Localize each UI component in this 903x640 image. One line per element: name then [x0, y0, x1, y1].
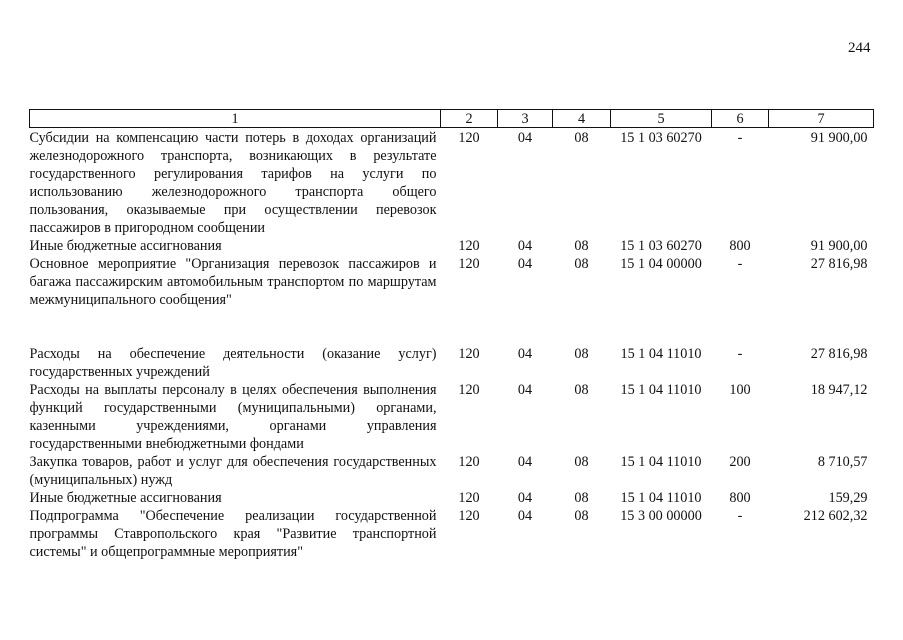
table-row [30, 345, 874, 381]
row-c6: 100 [729, 382, 751, 398]
row-c2: 120 [458, 490, 480, 506]
row-c2: 120 [458, 454, 480, 470]
row-name: Иные бюджетные ассигнования [29, 238, 222, 254]
row-c6: - [737, 346, 743, 362]
row-c3: 04 [517, 130, 533, 146]
row-c5: 15 3 00 00000 [620, 508, 702, 524]
row-c3: 04 [517, 382, 533, 398]
table-row [30, 255, 874, 309]
row-c7: 212 602,32 [803, 508, 868, 524]
header-col-3: 3 [498, 110, 553, 128]
row-name: Расходы на обеспечение деятельности (оказание услуг) государственных учреждений [29, 346, 437, 380]
row-c4: 08 [574, 130, 589, 146]
row-c7: 27 816,98 [810, 256, 868, 272]
row-c5: 15 1 03 60270 [620, 238, 702, 254]
row-c5: 15 1 04 00000 [620, 256, 702, 272]
row-c2: 120 [458, 508, 480, 524]
row-c4: 08 [574, 256, 589, 272]
row-spacer [30, 309, 874, 345]
header-row [30, 110, 874, 128]
table-row [30, 237, 874, 255]
row-c6: 200 [729, 454, 751, 470]
row-c2: 120 [458, 130, 480, 146]
row-c3: 04 [517, 508, 533, 524]
table-row [30, 381, 874, 453]
header-col-5: 5 [611, 110, 712, 128]
row-c4: 08 [574, 346, 589, 362]
row-c2: 120 [458, 238, 480, 254]
row-c3: 04 [517, 490, 533, 506]
row-c7: 8 710,57 [817, 454, 868, 470]
page-number: 244 [848, 40, 871, 56]
header-col-4: 4 [553, 110, 611, 128]
row-c4: 08 [574, 238, 589, 254]
table-row [30, 453, 874, 489]
row-c7: 91 900,00 [810, 130, 868, 146]
header-col-7: 7 [769, 110, 874, 128]
row-c4: 08 [574, 490, 589, 506]
row-c2: 120 [458, 382, 480, 398]
row-name: Основное мероприятие "Организация перевозок пассажиров и багажа пассажирским автомобильным транспортом по маршрутам межмуниципального сообщения" [29, 256, 437, 308]
row-c5: 15 1 04 11010 [620, 490, 702, 506]
row-c6: 800 [729, 238, 751, 254]
row-c7: 159,29 [828, 490, 868, 506]
row-c6: - [737, 130, 743, 146]
table-row [30, 507, 874, 561]
table-row [30, 489, 874, 507]
row-name: Закупка товаров, работ и услуг для обеспечения государственных (муниципальных) нужд [29, 454, 437, 488]
row-c5: 15 1 04 11010 [620, 346, 702, 362]
row-c4: 08 [574, 382, 589, 398]
row-name: Подпрограмма "Обеспечение реализации государственной программы Ставропольского края "Развитие транспортной системы" и общепрограммные мероприятия" [29, 508, 437, 560]
row-c3: 04 [517, 454, 533, 470]
row-c3: 04 [517, 256, 533, 272]
row-c6: - [737, 256, 743, 272]
budget-table [29, 109, 874, 561]
row-c3: 04 [517, 346, 533, 362]
row-c6: 800 [729, 490, 751, 506]
row-c7: 27 816,98 [810, 346, 868, 362]
row-c4: 08 [574, 508, 589, 524]
row-c5: 15 1 03 60270 [620, 130, 702, 146]
row-c4: 08 [574, 454, 589, 470]
row-name: Субсидии на компенсацию части потерь в доходах организаций железнодорожного транспорта, возникающих в результате государственного регулирования тарифов на услуги по использованию железнодорожного транспорта общего пользования, оказываемые при осуществлении перевозок пассажиров в пригородном сообщении [29, 130, 437, 236]
row-c2: 120 [458, 256, 480, 272]
row-c5: 15 1 04 11010 [620, 454, 702, 470]
row-name: Иные бюджетные ассигнования [29, 490, 222, 506]
header-col-1: 1 [30, 110, 441, 128]
header-col-6: 6 [712, 110, 769, 128]
row-name: Расходы на выплаты персоналу в целях обеспечения выполнения функций государственными (муниципальными) органами, казенными учреждениями, органами управления государственными внебюджетными фондами [29, 382, 437, 452]
row-c3: 04 [517, 238, 533, 254]
table-row [30, 128, 874, 238]
header-col-2: 2 [441, 110, 498, 128]
row-c2: 120 [458, 346, 480, 362]
row-c7: 91 900,00 [810, 238, 868, 254]
row-c7: 18 947,12 [810, 382, 868, 398]
row-c6: - [737, 508, 743, 524]
row-c5: 15 1 04 11010 [620, 382, 702, 398]
